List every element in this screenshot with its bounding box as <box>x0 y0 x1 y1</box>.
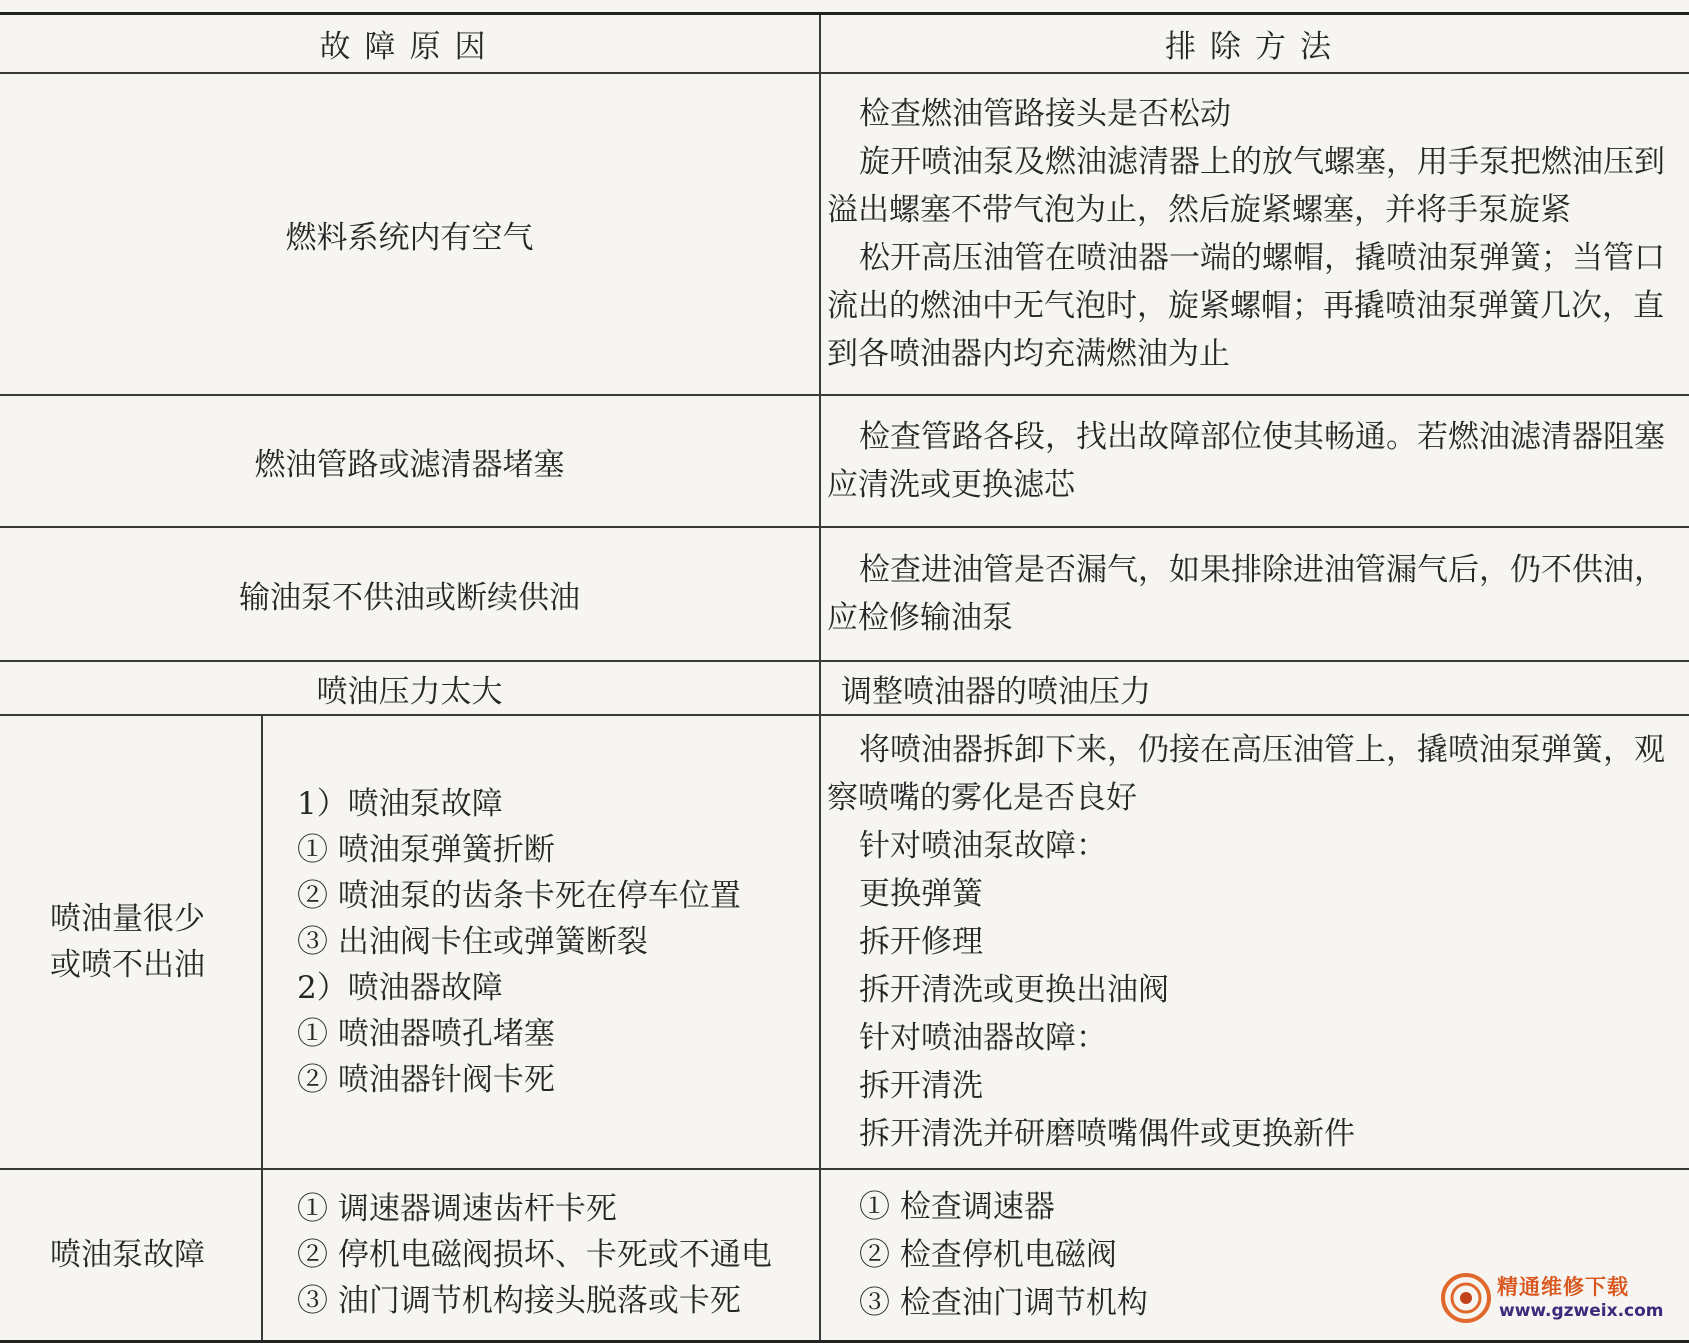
cause-list-cell <box>262 1169 820 1342</box>
method-cell <box>820 527 1689 661</box>
table-row <box>0 73 1689 395</box>
method-cell <box>820 73 1689 395</box>
method-cell <box>820 395 1689 527</box>
method-item: 更换弹簧 <box>859 876 983 912</box>
cause-item: ② 喷油器针阀卡死 <box>297 1062 555 1098</box>
method-item: 拆开清洗并研磨喷嘴偶件或更换新件 <box>859 1116 1355 1152</box>
table-row <box>0 715 1689 1169</box>
header-method: 排除方法 <box>820 14 1689 74</box>
cause-item: ② 喷油泵的齿条卡死在停车位置 <box>297 878 741 914</box>
fault-table <box>0 12 1689 1343</box>
method-line: 检查进油管是否漏气，如果排除进油管漏气后，仍不供油，应检修输油泵 <box>827 552 1665 636</box>
method-line: 旋开喷油泵及燃油滤清器上的放气螺塞，用手泵把燃油压到溢出螺塞不带气泡为止，然后旋紧螺塞，并将手泵旋紧 <box>827 144 1665 228</box>
table-row <box>0 1169 1689 1342</box>
cause-item: ③ 出油阀卡住或弹簧断裂 <box>297 924 648 960</box>
cause-cell: 燃油管路或滤清器堵塞 <box>0 395 820 527</box>
group-cell <box>0 715 262 1169</box>
cause-cell: 输油泵不供油或断续供油 <box>0 527 820 661</box>
method-line: 松开高压油管在喷油器一端的螺帽，撬喷油泵弹簧；当管口流出的燃油中无气泡时，旋紧螺帽；再撬喷油泵弹簧几次，直到各喷油器内均充满燃油为止 <box>827 240 1665 372</box>
method-cell <box>820 715 1689 1169</box>
cause-list-cell <box>262 715 820 1169</box>
method-item: 拆开清洗 <box>859 1068 983 1104</box>
cause-item: ① 喷油器喷孔堵塞 <box>297 1016 555 1052</box>
method-item: ② 检查停机电磁阀 <box>859 1237 1117 1273</box>
watermark-url: www.gzweix.com <box>1499 1301 1664 1321</box>
method-item: 针对喷油器故障： <box>859 1020 1107 1056</box>
cause-item: 2）喷油器故障 <box>297 970 503 1006</box>
table-row <box>0 661 1689 715</box>
cause-cell: 燃料系统内有空气 <box>0 73 820 395</box>
cause-item: ② 停机电磁阀损坏、卡死或不通电 <box>297 1237 772 1273</box>
group-cell: 喷油泵故障 <box>0 1169 262 1342</box>
watermark-title: 精通维修下载 <box>1497 1275 1629 1299</box>
method-line: 检查管路各段，找出故障部位使其畅通。若燃油滤清器阻塞应清洗或更换滤芯 <box>827 419 1665 503</box>
cause-item: ① 喷油泵弹簧折断 <box>297 832 555 868</box>
group-line: 或喷不出油 <box>50 947 205 983</box>
table-row <box>0 395 1689 527</box>
method-line: 将喷油器拆卸下来，仍接在高压油管上，撬喷油泵弹簧，观察喷嘴的雾化是否良好 <box>827 732 1665 816</box>
method-cell: 调整喷油器的喷油压力 <box>820 661 1689 715</box>
watermark-logo <box>1441 1267 1681 1329</box>
cause-item: ① 调速器调速齿杆卡死 <box>297 1191 617 1227</box>
cause-item: 1）喷油泵故障 <box>297 786 503 822</box>
cause-item: ③ 油门调节机构接头脱落或卡死 <box>297 1283 741 1319</box>
eye-logo-icon <box>1441 1273 1491 1323</box>
method-item: 针对喷油泵故障： <box>859 828 1107 864</box>
method-item: 拆开修理 <box>859 924 983 960</box>
method-item: 拆开清洗或更换出油阀 <box>859 972 1169 1008</box>
group-line: 喷油量很少 <box>50 901 205 937</box>
method-line: 检查燃油管路接头是否松动 <box>859 96 1231 132</box>
header-cause: 故障原因 <box>0 14 820 74</box>
table-row <box>0 527 1689 661</box>
method-item: ① 检查调速器 <box>859 1189 1055 1225</box>
method-item: ③ 检查油门调节机构 <box>859 1285 1148 1321</box>
cause-cell: 喷油压力太大 <box>0 661 820 715</box>
table-header-row <box>0 14 1689 74</box>
